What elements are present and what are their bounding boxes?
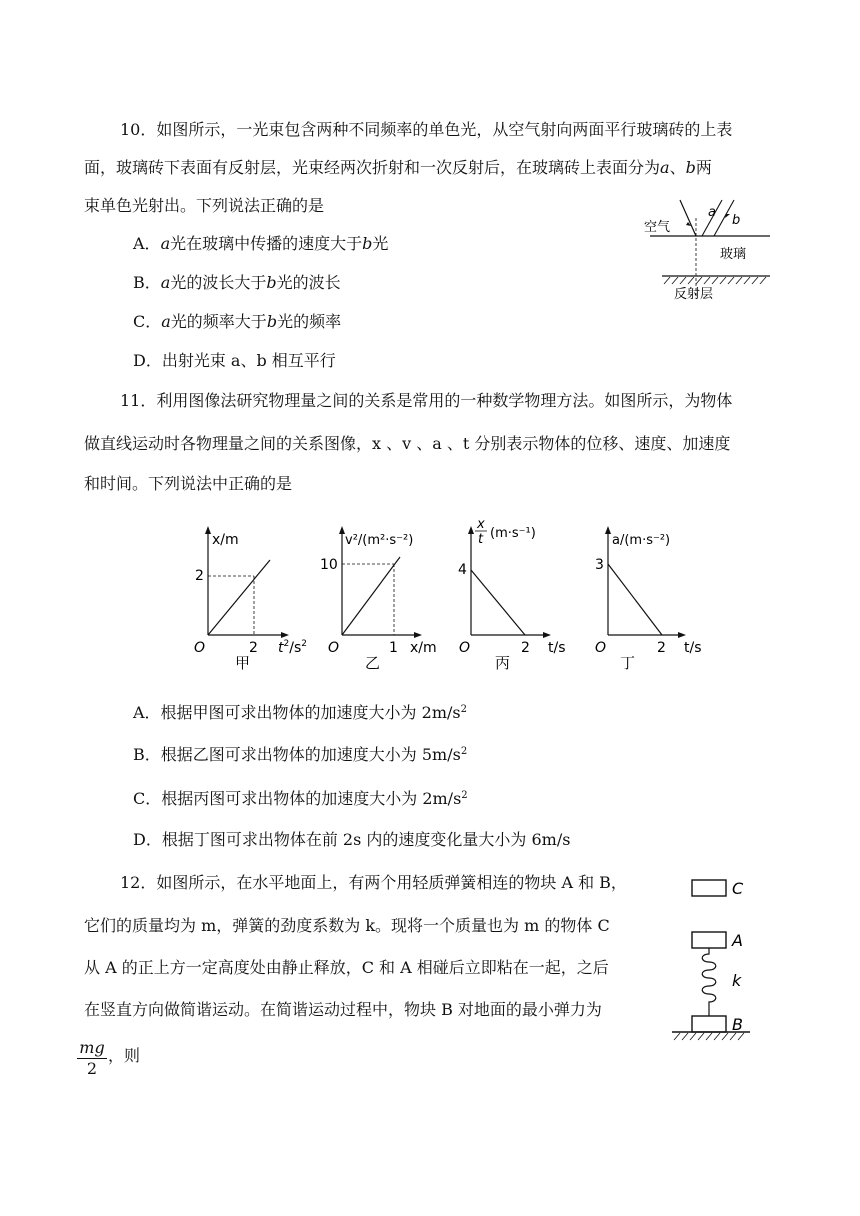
q11-option-b[interactable] bbox=[133, 742, 467, 765]
graph-ding-ytick: 3 bbox=[595, 557, 604, 573]
fraction-denominator: 2 bbox=[86, 1059, 98, 1078]
block-a-label: A bbox=[732, 931, 743, 950]
option-text: 光的波长大于 bbox=[170, 273, 267, 292]
option-sup: 2 bbox=[460, 746, 468, 757]
q10-option-c[interactable] bbox=[133, 312, 341, 332]
q11-option-c[interactable] bbox=[133, 786, 468, 809]
var: b bbox=[266, 312, 278, 331]
graph-bing-ylabel-num: x bbox=[477, 517, 485, 532]
var: b bbox=[362, 234, 373, 253]
q11-option-a[interactable] bbox=[133, 700, 467, 723]
block-c-label: C bbox=[732, 879, 744, 898]
xl-base: t bbox=[278, 640, 284, 656]
graph-yi-name: 乙 bbox=[365, 654, 381, 672]
option-letter: C． bbox=[133, 312, 162, 331]
q12-line3: 从 A 的正上方一定高度处由静止释放，C 和 A 相碰后立即粘在一起，之后 bbox=[84, 958, 609, 977]
q12-tail: ，则 bbox=[108, 1046, 141, 1065]
option-text: 光在玻璃中传播的速度大于 bbox=[170, 234, 363, 253]
graph-yi-xtick: 1 bbox=[389, 640, 398, 656]
fraction-numerator: mg bbox=[77, 1038, 107, 1059]
graph-jia-ylabel: x/m bbox=[212, 532, 239, 548]
xl-sup2: 2 bbox=[301, 639, 307, 649]
option-text: A．根据甲图可求出物体的加速度大小为 2m/s bbox=[133, 703, 461, 722]
graph-yi bbox=[320, 520, 450, 675]
q12-line1: 12．如图所示，在水平地面上，有两个用轻质弹簧相连的物块 A 和 B， bbox=[120, 873, 627, 892]
q12-line4: 在竖直方向做简谐运动。在简谐运动过程中，物块 B 对地面的最小弹力为 bbox=[84, 1000, 602, 1019]
graph-bing-ytick: 4 bbox=[458, 562, 467, 578]
q10-line1: 10．如图所示，一光束包含两种不同频率的单色光，从空气射向两面平行玻璃砖的上表 bbox=[120, 120, 733, 139]
graph-ding-xlabel: t/s bbox=[684, 640, 702, 656]
sep: 、 bbox=[669, 158, 686, 177]
q10-line2-end: 两 bbox=[695, 158, 712, 177]
q10-option-d[interactable] bbox=[133, 351, 336, 371]
option-text: B．根据乙图可求出物体的加速度大小为 5m/s bbox=[133, 745, 461, 764]
q10-glass-figure bbox=[640, 196, 780, 306]
spring-k-label: k bbox=[732, 971, 742, 990]
q11-line2: 做直线运动时各物理量之间的关系图像，x 、v 、a 、t 分别表示物体的位移、速度、加速度 bbox=[84, 434, 731, 453]
graph-jia-xlabel bbox=[278, 639, 307, 656]
option-letter: D． bbox=[133, 351, 162, 370]
air-label: 空气 bbox=[644, 220, 671, 235]
var-b: b bbox=[685, 158, 696, 177]
graph-ding-name: 丁 bbox=[620, 654, 636, 672]
var: a bbox=[160, 273, 171, 292]
label-b: b bbox=[732, 213, 741, 228]
graph-bing-ylabel-den: t bbox=[478, 532, 484, 547]
graph-ding-ylabel: a/(m·s⁻²) bbox=[612, 533, 671, 548]
graph-yi-ytick: 10 bbox=[320, 557, 338, 573]
spring bbox=[702, 948, 716, 1016]
q10-option-a[interactable] bbox=[133, 234, 388, 254]
option-text: D．根据丁图可求出物体在前 2s 内的速度变化量大小为 6m/s bbox=[133, 830, 571, 849]
graph-ding-xtick: 2 bbox=[657, 640, 666, 656]
graph-yi-ylabel: v²/(m²·s⁻²) bbox=[345, 533, 414, 548]
q10-option-b[interactable] bbox=[133, 273, 341, 293]
graph-ding-origin: O bbox=[595, 640, 607, 656]
option-text: C．根据丙图可求出物体的加速度大小为 2m/s bbox=[133, 789, 462, 808]
graph-jia-name: 甲 bbox=[235, 654, 251, 672]
graph-bing-name: 丙 bbox=[495, 654, 511, 672]
graph-yi-xlabel: x/m bbox=[410, 640, 437, 656]
option-sup: 2 bbox=[461, 790, 468, 801]
option-sup: 2 bbox=[460, 704, 467, 715]
label-a: a bbox=[708, 205, 716, 220]
option-letter: A． bbox=[133, 234, 161, 253]
fraction-mg-over-2 bbox=[77, 1038, 107, 1079]
var: a bbox=[160, 234, 171, 253]
block-b-label: B bbox=[732, 1015, 743, 1034]
xl-unit: /s bbox=[289, 640, 302, 656]
graph-bing-xlabel: t/s bbox=[548, 640, 566, 656]
xl-sup: 2 bbox=[283, 639, 290, 649]
q11-line1: 11．利用图像法研究物理量之间的关系是常用的一种数学物理方法。如图所示，为物体 bbox=[120, 391, 733, 410]
option-text: 出射光束 a、b 相互平行 bbox=[161, 351, 336, 370]
q10-line2 bbox=[84, 158, 712, 178]
option-text: 光的频率大于 bbox=[170, 312, 267, 331]
glass-label: 玻璃 bbox=[720, 247, 747, 262]
q10-line2-text: 面，玻璃砖下表面有反射层，光束经两次折射和一次反射后，在玻璃砖上表面分为 bbox=[84, 158, 661, 177]
graph-yi-origin: O bbox=[328, 640, 340, 656]
graph-bing bbox=[455, 514, 580, 675]
graph-ding bbox=[590, 520, 720, 675]
var-a: a bbox=[660, 158, 670, 177]
var: a bbox=[161, 312, 171, 331]
graph-jia-xtick: 2 bbox=[249, 640, 258, 656]
graph-jia-ytick: 2 bbox=[195, 568, 204, 584]
graph-jia-origin: O bbox=[194, 640, 206, 656]
reflect-label: 反射层 bbox=[674, 287, 714, 302]
option-text-end: 光的波长 bbox=[276, 273, 341, 292]
q12-line2: 它们的质量均为 m，弹簧的劲度系数为 k。现将一个质量也为 m 的物体 C bbox=[84, 916, 610, 935]
q11-line3: 和时间。下列说法中正确的是 bbox=[84, 474, 293, 493]
q10-line3: 束单色光射出。下列说法正确的是 bbox=[84, 196, 325, 215]
graph-bing-ylabel-unit: (m·s⁻¹) bbox=[490, 526, 536, 541]
q11-option-d[interactable] bbox=[133, 830, 570, 850]
graph-bing-xtick: 2 bbox=[521, 640, 530, 656]
option-letter: B． bbox=[133, 273, 161, 292]
option-text-end: 光 bbox=[372, 234, 389, 253]
q12-spring-figure bbox=[670, 872, 760, 1047]
graph-bing-origin: O bbox=[459, 640, 471, 656]
var: b bbox=[266, 273, 277, 292]
graph-jia bbox=[190, 520, 320, 675]
option-text-end: 光的频率 bbox=[277, 312, 342, 331]
